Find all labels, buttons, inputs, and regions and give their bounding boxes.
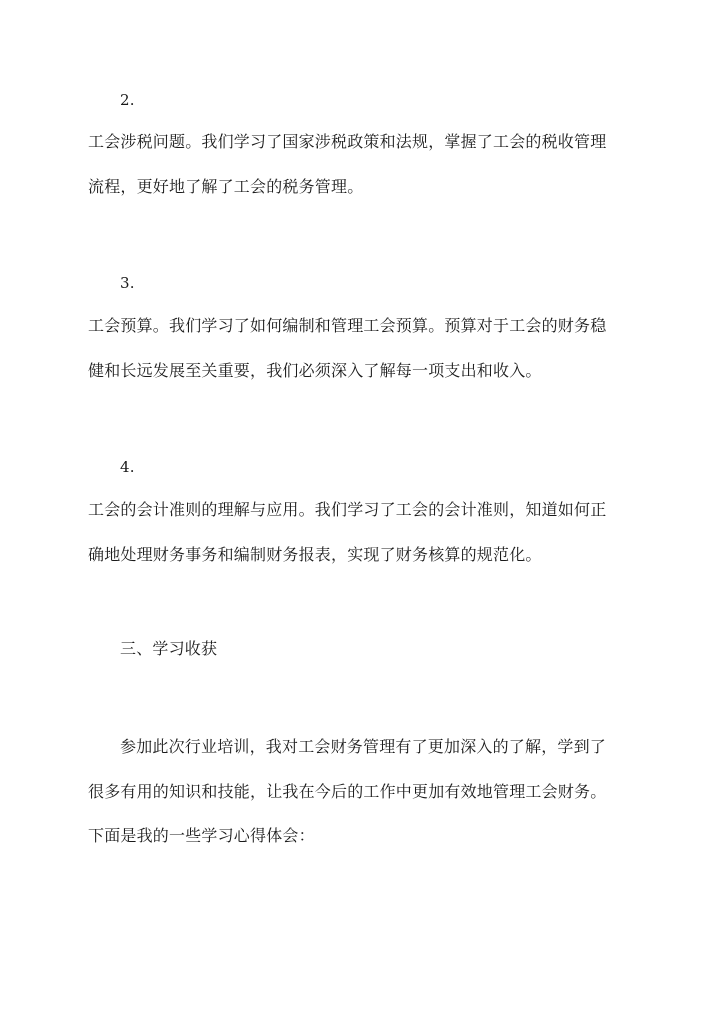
item-3-line-1: 工会预算。我们学习了如何编制和管理工会预算。预算对于工会的财务稳 — [88, 316, 607, 335]
item-4-line-1: 工会的会计准则的理解与应用。我们学习了工会的会计准则，知道如何正 — [88, 500, 607, 519]
section-paragraph-line-3: 下面是我的一些学习心得体会： — [88, 826, 315, 845]
item-3-line-2: 健和长远发展至关重要，我们必须深入了解每一项支出和收入。 — [88, 361, 542, 380]
section-heading: 三、学习收获 — [120, 639, 218, 658]
item-number-3: 3. — [120, 274, 135, 292]
item-number-2: 2. — [120, 91, 135, 109]
item-2-line-2: 流程，更好地了解了工会的税务管理。 — [88, 177, 364, 196]
item-2-line-1: 工会涉税问题。我们学习了国家涉税政策和法规，掌握了工会的税收管理 — [88, 132, 607, 151]
section-paragraph-line-1: 参加此次行业培训，我对工会财务管理有了更加深入的了解，学到了 — [120, 737, 607, 756]
section-paragraph-line-2: 很多有用的知识和技能，让我在今后的工作中更加有效地管理工会财务。 — [88, 782, 607, 801]
item-4-line-2: 确地处理财务事务和编制财务报表，实现了财务核算的规范化。 — [88, 545, 542, 564]
item-number-4: 4. — [120, 458, 135, 476]
